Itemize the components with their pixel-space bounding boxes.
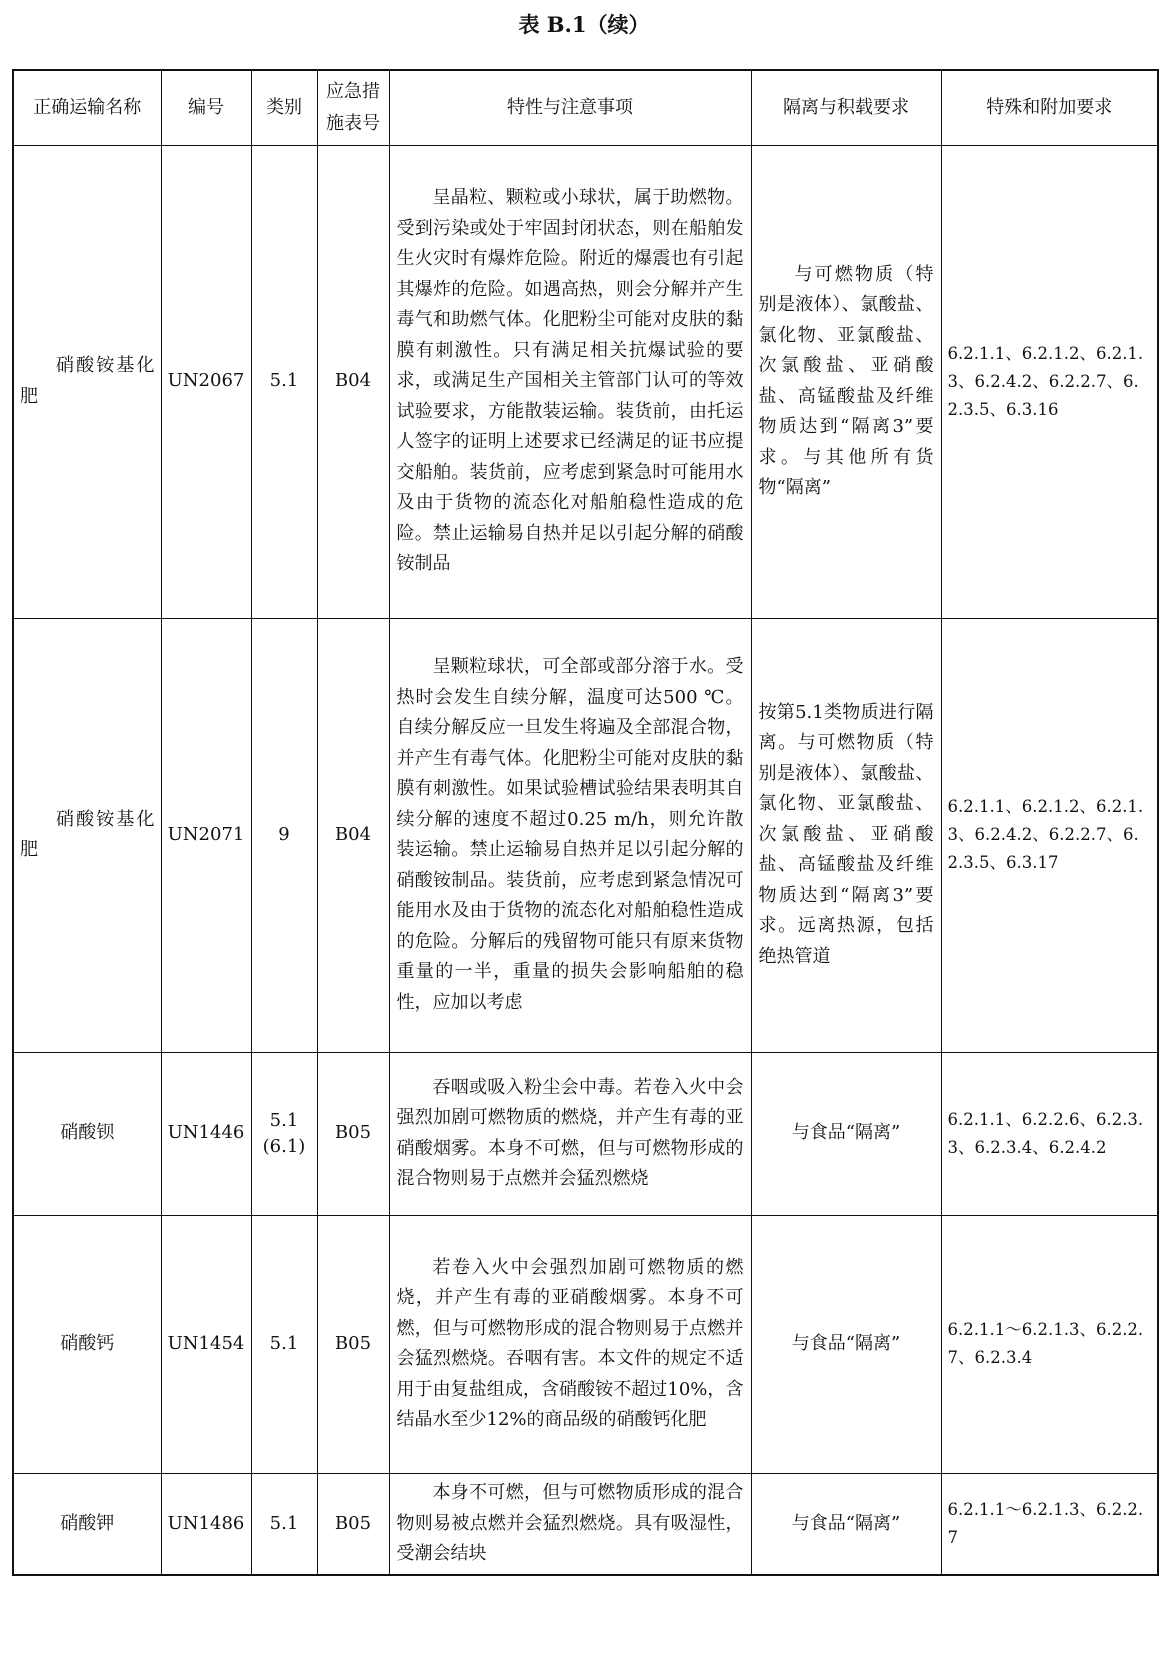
cell-segregation: 与食品“隔离” <box>751 1052 941 1215</box>
cell-segregation: 按第5.1类物质进行隔离。与可燃物质（特别是液体）、氯酸盐、氯化物、亚氯酸盐、次氯酸盐、亚硝酸盐、高锰酸盐及纤维物质达到“隔离3”要求。远离热源，包括绝热管道 <box>751 618 941 1052</box>
cell-properties <box>389 618 751 1052</box>
cell-class: 5.1 <box>251 1215 317 1473</box>
cell-un: UN1446 <box>161 1052 251 1215</box>
cell-properties <box>389 145 751 618</box>
header-ems: 应急措施表号 <box>317 70 389 145</box>
header-properties: 特性与注意事项 <box>389 70 751 145</box>
cell-segregation: 与食品“隔离” <box>751 1215 941 1473</box>
cell-properties <box>389 1473 751 1575</box>
cell-un: UN1486 <box>161 1473 251 1575</box>
header-name: 正确运输名称 <box>13 70 161 145</box>
table-title: 表 B.1（续） <box>518 12 650 37</box>
cell-class: 5.1 <box>251 145 317 618</box>
table-row <box>13 1473 1158 1575</box>
cell-special: 6.2.1.1～6.2.1.3、6.2.2.7、6.2.3.4 <box>941 1215 1158 1473</box>
cell-un: UN2067 <box>161 145 251 618</box>
segregation-text: 与可燃物质（特别是液体）、氯酸盐、氯化物、亚氯酸盐、次氯酸盐、亚硝酸盐、高锰酸盐及纤维物质达到“隔离3”要求。与其他所有货物“隔离” <box>758 263 934 498</box>
table-row <box>13 1215 1158 1473</box>
cell-ems: B04 <box>317 618 389 1052</box>
table-row <box>13 618 1158 1052</box>
cell-ems: B04 <box>317 145 389 618</box>
class-primary: 5.1 <box>269 1109 299 1131</box>
header-class: 类别 <box>251 70 317 145</box>
cell-ems: B05 <box>317 1473 389 1575</box>
cell-special: 6.2.1.1～6.2.1.3、6.2.2.7 <box>941 1473 1158 1575</box>
cell-segregation <box>751 145 941 618</box>
cell-special: 6.2.1.1、6.2.1.2、6.2.1.3、6.2.4.2、6.2.2.7、6.2.3.5、6.3.17 <box>941 618 1158 1052</box>
properties-text: 若卷入火中会强烈加剧可燃物质的燃烧，并产生有毒的亚硝酸烟雾。本身不可燃，但与可燃物形成的混合物则易于点燃并会猛烈燃烧。吞咽有害。本文件的规定不适用于由复盐组成，含硝酸铵不超过10%，含结晶水至少12%的商品级的硝酸钙化肥 <box>396 1256 744 1430</box>
table-row <box>13 1052 1158 1215</box>
cell-segregation: 与食品“隔离” <box>751 1473 941 1575</box>
cell-properties <box>389 1215 751 1473</box>
cell-ems: B05 <box>317 1052 389 1215</box>
cell-name: 硝酸钙 <box>13 1215 161 1473</box>
cell-name: 硝酸铵基化肥 <box>13 618 161 1052</box>
properties-text: 呈颗粒球状，可全部或部分溶于水。受热时会发生自续分解，温度可达500 ℃。自续分解反应一旦发生将遍及全部混合物，并产生有毒气体。化肥粉尘可能对皮肤的黏膜有刺激性。如果试验槽试验结果表明其自续分解的速度不超过0.25 m/h，则允许散装运输。禁止运输易自热并足以引起分解的硝酸铵制品。装货前，应考虑到紧急情况可能用水及由于货物的流态化对船舶稳性造成的危险。分解后的残留物可能只有原来货物重量的一半，重量的损失会影响船舶的稳性，应加以考虑 <box>396 656 744 1013</box>
cell-name: 硝酸钡 <box>13 1052 161 1215</box>
header-special: 特殊和附加要求 <box>941 70 1158 145</box>
properties-text: 呈晶粒、颗粒或小球状，属于助燃物。受到污染或处于牢固封闭状态，则在船舶发生火灾时有爆炸危险。附近的爆震也有引起其爆炸的危险。如遇高热，则会分解并产生毒气和助燃气体。化肥粉尘可能对皮肤的黏膜有刺激性。只有满足相关抗爆试验的要求，或满足生产国相关主管部门认可的等效试验要求，方能散装运输。装货前，由托运人签字的证明上述要求已经满足的证书应提交船舶。装货前，应考虑到紧急时可能用水及由于货物的流态化对船舶稳性造成的危险。禁止运输易自热并足以引起分解的硝酸铵制品 <box>396 187 744 575</box>
cell-properties <box>389 1052 751 1215</box>
cell-class: 9 <box>251 618 317 1052</box>
properties-text: 吞咽或吸入粉尘会中毒。若卷入火中会强烈加剧可燃物质的燃烧，并产生有毒的亚硝酸烟雾。本身不可燃，但与可燃物形成的混合物则易于点燃并会猛烈燃烧 <box>396 1076 744 1189</box>
cell-class: 5.1 <box>251 1473 317 1575</box>
cell-class <box>251 1052 317 1215</box>
cell-special: 6.2.1.1、6.2.1.2、6.2.1.3、6.2.4.2、6.2.2.7、6.2.3.5、6.3.16 <box>941 145 1158 618</box>
cell-special: 6.2.1.1、6.2.2.6、6.2.3.3、6.2.3.4、6.2.4.2 <box>941 1052 1158 1215</box>
header-segregation: 隔离与积载要求 <box>751 70 941 145</box>
cell-ems: B05 <box>317 1215 389 1473</box>
table-header-row <box>13 70 1158 145</box>
class-subsidiary: (6.1) <box>262 1135 306 1157</box>
properties-text: 本身不可燃，但与可燃物质形成的混合物则易被点燃并会猛烈燃烧。具有吸湿性，受潮会结块 <box>396 1482 744 1564</box>
table-row <box>13 145 1158 618</box>
cell-un: UN1454 <box>161 1215 251 1473</box>
cell-name: 硝酸铵基化肥 <box>13 145 161 618</box>
cargo-table <box>12 69 1159 1576</box>
cell-name: 硝酸钾 <box>13 1473 161 1575</box>
cell-un: UN2071 <box>161 618 251 1052</box>
header-un: 编号 <box>161 70 251 145</box>
